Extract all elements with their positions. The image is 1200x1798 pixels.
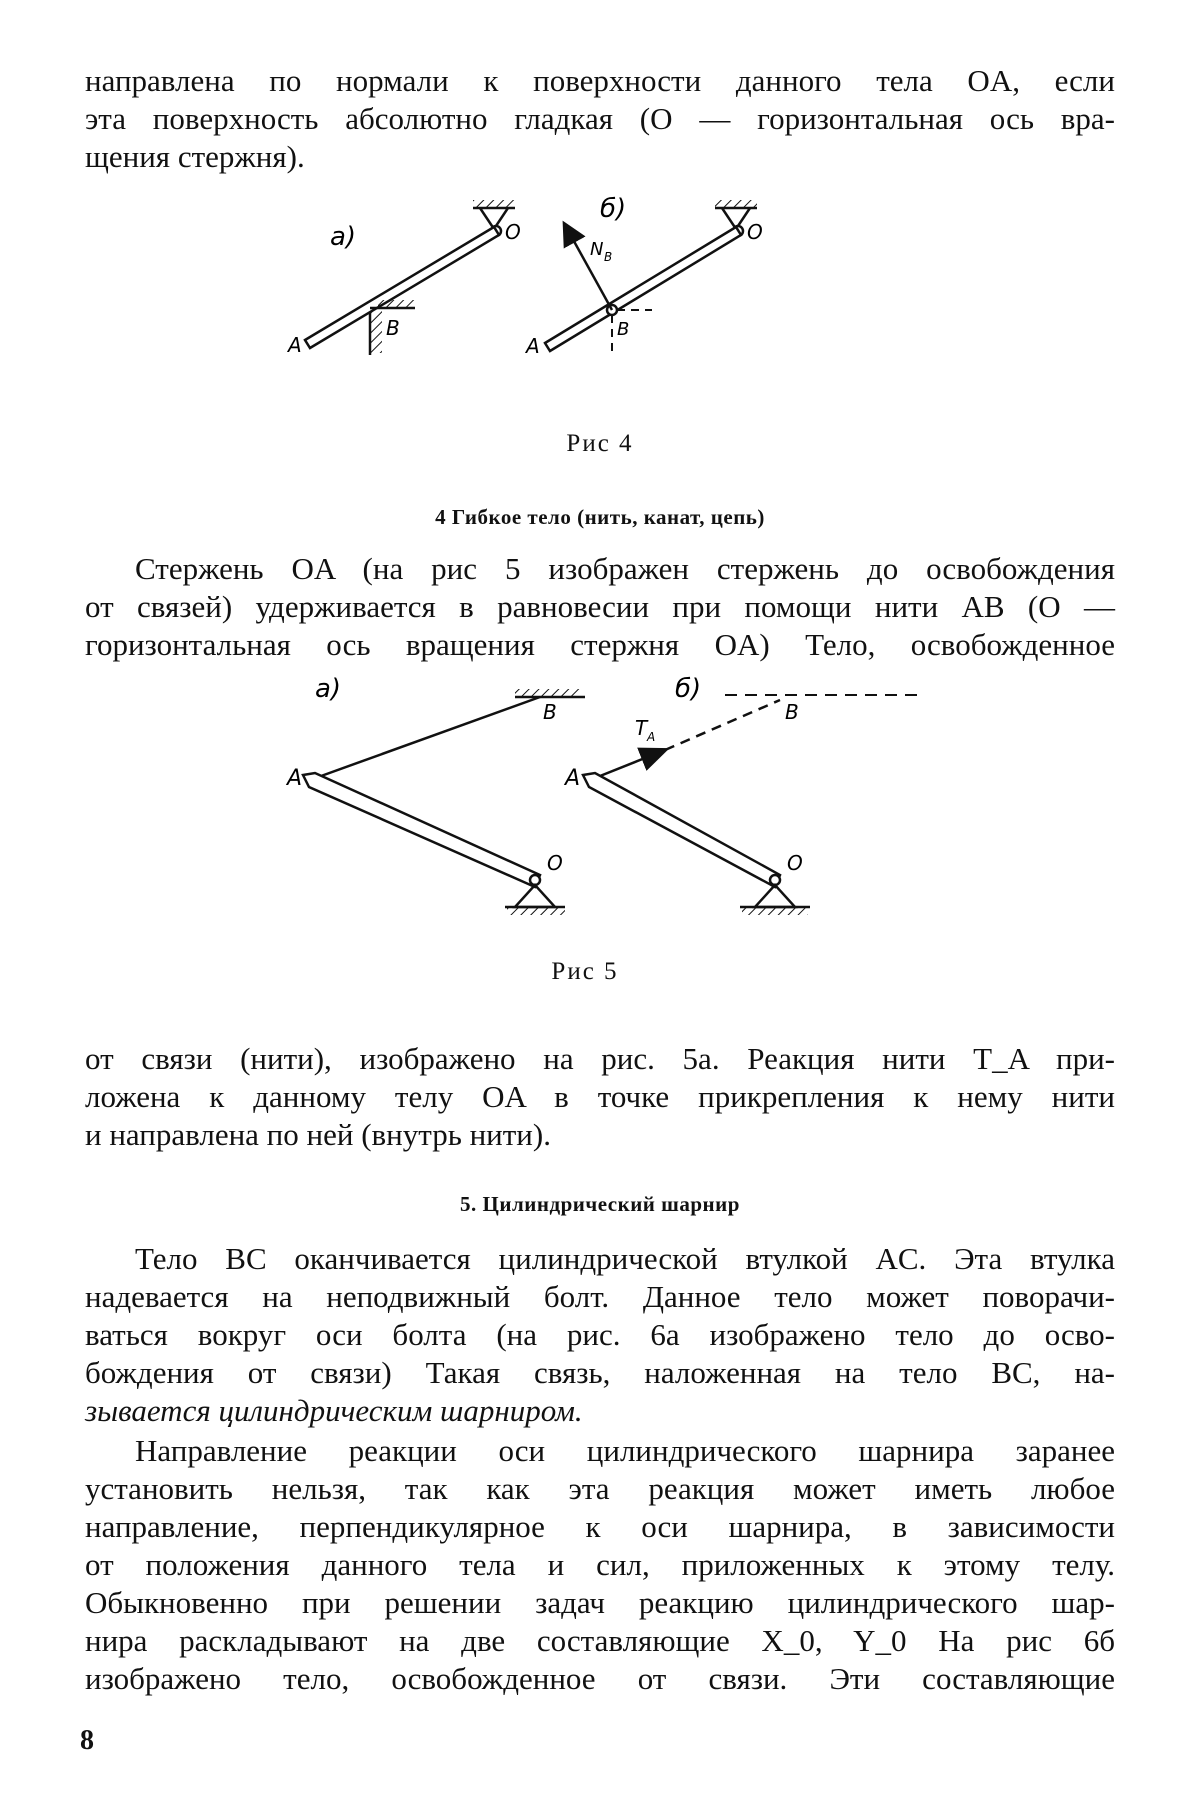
rod-oa <box>545 227 741 351</box>
text-line: установить нельзя, так как эта реакция может иметь любое <box>85 1471 1115 1506</box>
text-line: бождения от связи) Такая связь, наложенная на тело BC, на- <box>85 1355 1115 1390</box>
force-label: T <box>635 716 648 740</box>
point-label: B <box>617 319 630 340</box>
after-figure-5-paragraph <box>85 1040 1115 1154</box>
figure-4-drawing <box>288 194 900 415</box>
text-line: от связей) удерживается в равновесии при помощи нити AB (O — <box>85 589 1115 624</box>
text-line: направлена по нормали к поверхности данного тела OA, если <box>85 63 1115 98</box>
text-line: надевается на неподвижный болт. Данное тело может поворачи- <box>85 1279 1115 1314</box>
text-line: Тело BC оканчивается цилиндрической втулкой AC. Эта втулка <box>135 1241 1115 1276</box>
section-5-heading: 5. Цилиндрический шарнир <box>460 1192 740 1216</box>
text-line: зывается цилиндрическим шарниром. <box>85 1393 583 1428</box>
figure-5-panel-b <box>563 674 925 915</box>
point-label: O <box>547 851 563 875</box>
panel-label: б) <box>600 194 627 224</box>
point-label: A <box>288 333 302 357</box>
rod-oa <box>583 773 780 887</box>
point-label: O <box>747 220 763 244</box>
section-4-paragraph <box>85 550 1115 664</box>
text-line: ваться вокруг оси болта (на рис. 6а изображено тело до осво- <box>85 1317 1115 1352</box>
panel-label: б) <box>675 674 702 704</box>
figure-4-panel-a <box>286 200 521 357</box>
force-subscript: A <box>647 730 656 744</box>
thread-ab <box>310 697 540 780</box>
text-line: Обыкновенно при решении задач реакцию цилиндрического шар- <box>85 1585 1115 1620</box>
figure-5-drawing <box>285 675 925 935</box>
panel-label: а) <box>330 222 357 252</box>
point-label: O <box>505 220 521 244</box>
figure-4-caption: Рис 4 <box>566 430 634 457</box>
text-line: Направление реакции оси цилиндрического шарнира заранее <box>135 1433 1115 1468</box>
text-line: Стержень OA (на рис 5 изображен стержень до освобождения <box>135 551 1115 586</box>
text-line: от положения данного тела и сил, приложенных к этому телу. <box>85 1547 1115 1582</box>
section-5-paragraph-1 <box>85 1240 1115 1430</box>
point-label: B <box>543 700 557 724</box>
figure-5 <box>285 675 925 935</box>
text-line: эта поверхность абсолютно гладкая (O — горизонтальная ось вра- <box>85 101 1115 136</box>
force-subscript: B <box>604 250 613 264</box>
point-label: B <box>785 700 799 724</box>
point-label: A <box>287 766 303 791</box>
text-line: и направлена по ней (внутрь нити). <box>85 1117 551 1152</box>
page-number: 8 <box>80 1725 94 1756</box>
point-label: A <box>526 334 540 358</box>
intro-paragraph <box>85 62 1115 176</box>
text-line: щения стержня). <box>85 139 305 174</box>
section-5-paragraph-2 <box>85 1432 1115 1698</box>
text-line: нира раскладывают на две составляющие X_0, Y_0 На рис 6б <box>85 1623 1115 1658</box>
force-label: N <box>590 239 604 260</box>
normal-force-arrow <box>565 225 612 310</box>
point-label: B <box>386 316 400 340</box>
rod-oa <box>303 773 540 887</box>
panel-label: а) <box>315 674 342 704</box>
figure-5-panel-a <box>285 674 585 915</box>
point-label: A <box>565 766 581 791</box>
text-line: от связи (нити), изображено на рис. 5а. Реакция нити T_A при- <box>85 1041 1115 1076</box>
text-line: направление, перпендикулярное к оси шарнира, в зависимости <box>85 1509 1115 1544</box>
point-label: O <box>787 851 803 875</box>
text-line: изображено тело, освобожденное от связи. Эти составляющие <box>85 1661 1115 1696</box>
section-4-heading: 4 Гибкое тело (нить, канат, цепь) <box>435 505 765 529</box>
figure-5-caption: Рис 5 <box>551 958 619 985</box>
figure-4-panel-b <box>524 194 763 358</box>
text-line: горизонтальная ось вращения стержня OA) Тело, освобожденное <box>85 627 1115 662</box>
figure-4 <box>288 194 900 415</box>
text-line: ложена к данному телу OA в точке прикрепления к нему нити <box>85 1079 1115 1114</box>
